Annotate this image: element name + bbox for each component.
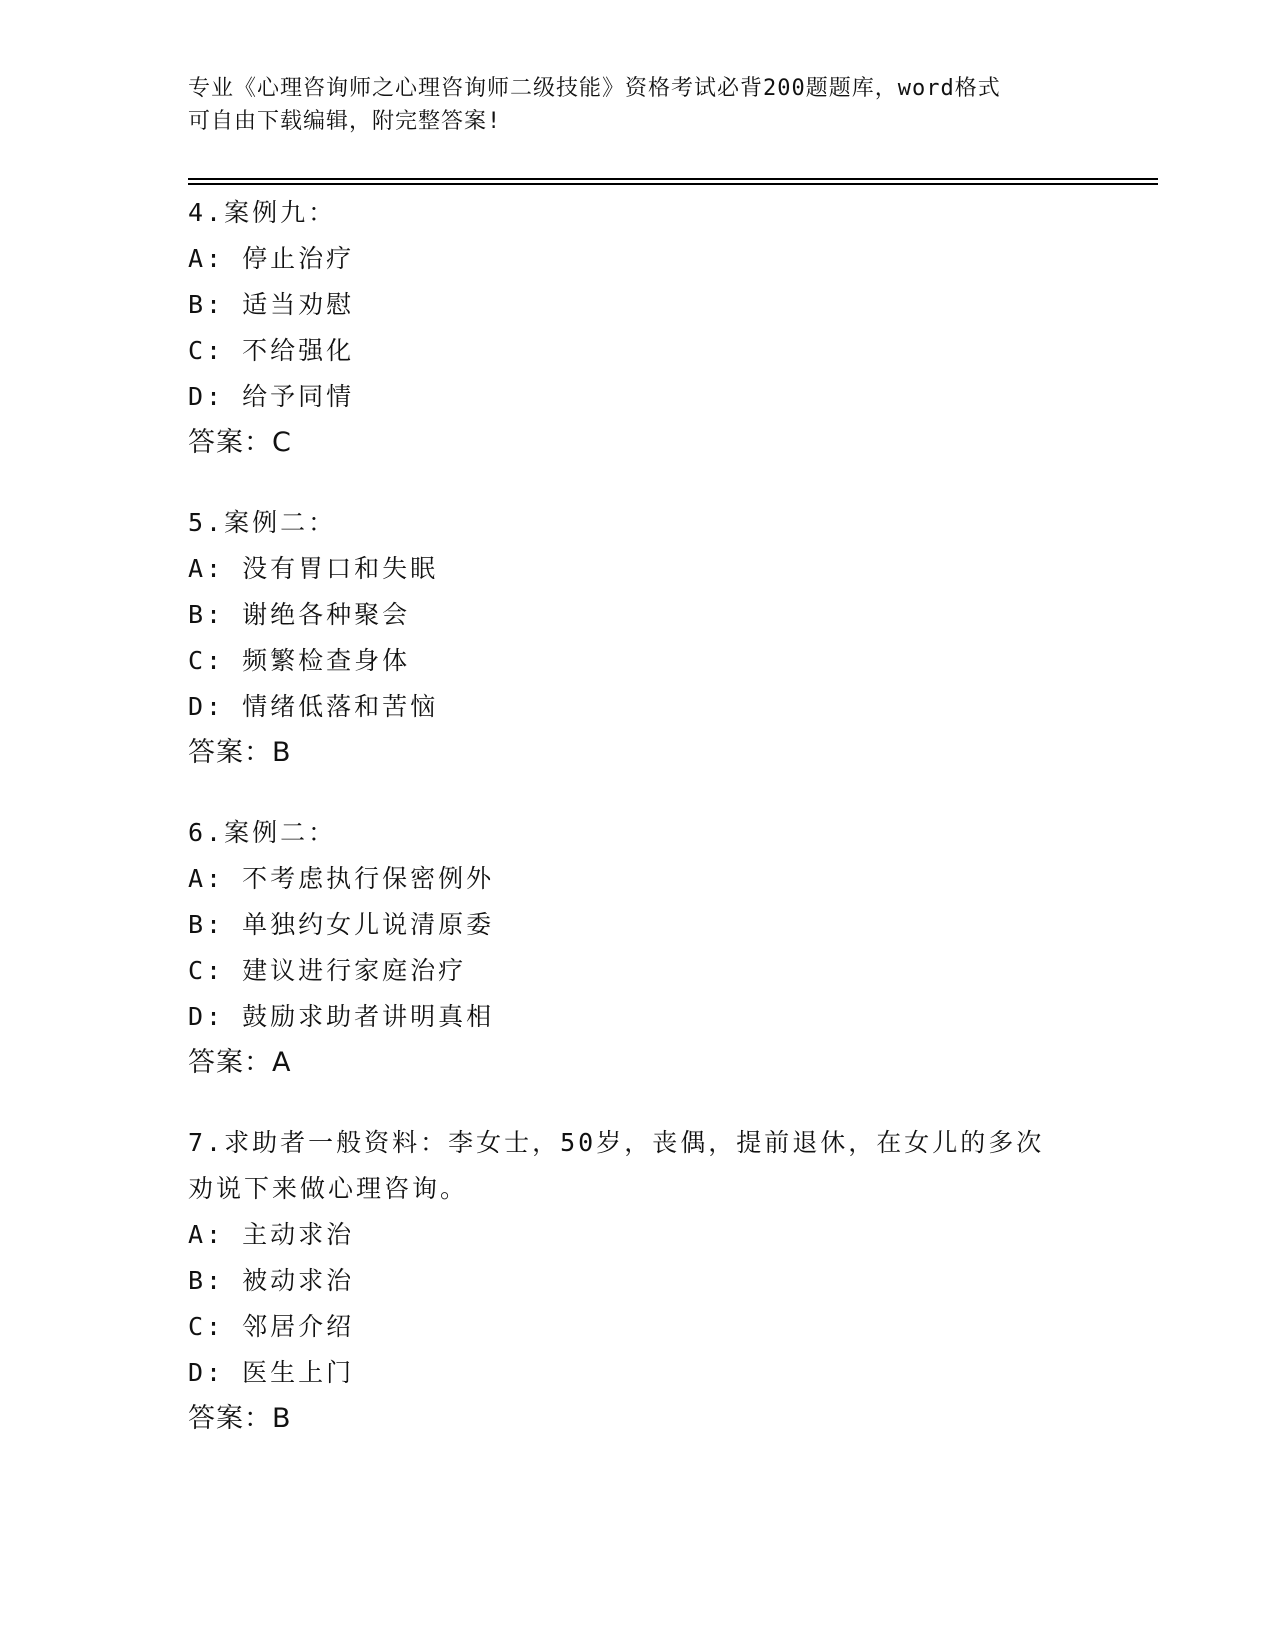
header-line-1: 专业《心理咨询师之心理咨询师二级技能》资格考试必背200题题库，word格式 — [188, 76, 1001, 101]
header-rule-top — [188, 178, 1158, 180]
question-5 — [188, 500, 1088, 776]
option-a: A: 没有胃口和失眠 — [188, 554, 439, 583]
question-stem: 7.求助者一般资料：李女士，50岁，丧偶，提前退休，在女儿的多次劝说下来做心理咨询。 — [188, 1128, 1045, 1203]
header-rule-bottom — [188, 183, 1158, 185]
option-c: C: 频繁检查身体 — [188, 646, 411, 675]
answer-line: 答案：B — [188, 1403, 292, 1434]
option-d: D: 情绪低落和苦恼 — [188, 692, 439, 721]
document-header — [188, 72, 1068, 138]
question-stem: 6.案例二： — [188, 818, 337, 847]
option-c: C: 不给强化 — [188, 336, 355, 365]
option-c: C: 邻居介绍 — [188, 1312, 355, 1341]
question-4 — [188, 190, 1088, 466]
option-a: A: 主动求治 — [188, 1220, 355, 1249]
question-stem: 4.案例九： — [188, 198, 337, 227]
option-b: B: 谢绝各种聚会 — [188, 600, 411, 629]
question-stem: 5.案例二： — [188, 508, 337, 537]
option-d: D: 鼓励求助者讲明真相 — [188, 1002, 495, 1031]
option-d: D: 医生上门 — [188, 1358, 355, 1387]
option-b: B: 被动求治 — [188, 1266, 355, 1295]
answer-line: 答案：B — [188, 737, 292, 768]
option-b: B: 适当劝慰 — [188, 290, 355, 319]
option-b: B: 单独约女儿说清原委 — [188, 910, 495, 939]
question-7 — [188, 1120, 1088, 1442]
option-a: A: 不考虑执行保密例外 — [188, 864, 495, 893]
question-6 — [188, 810, 1088, 1086]
option-a: A: 停止治疗 — [188, 244, 355, 273]
header-line-2: 可自由下载编辑，附完整答案! — [188, 109, 502, 134]
answer-line: 答案：C — [188, 427, 292, 458]
answer-line: 答案：A — [188, 1047, 292, 1078]
option-d: D: 给予同情 — [188, 382, 355, 411]
option-c: C: 建议进行家庭治疗 — [188, 956, 467, 985]
question-list — [188, 190, 1088, 1476]
